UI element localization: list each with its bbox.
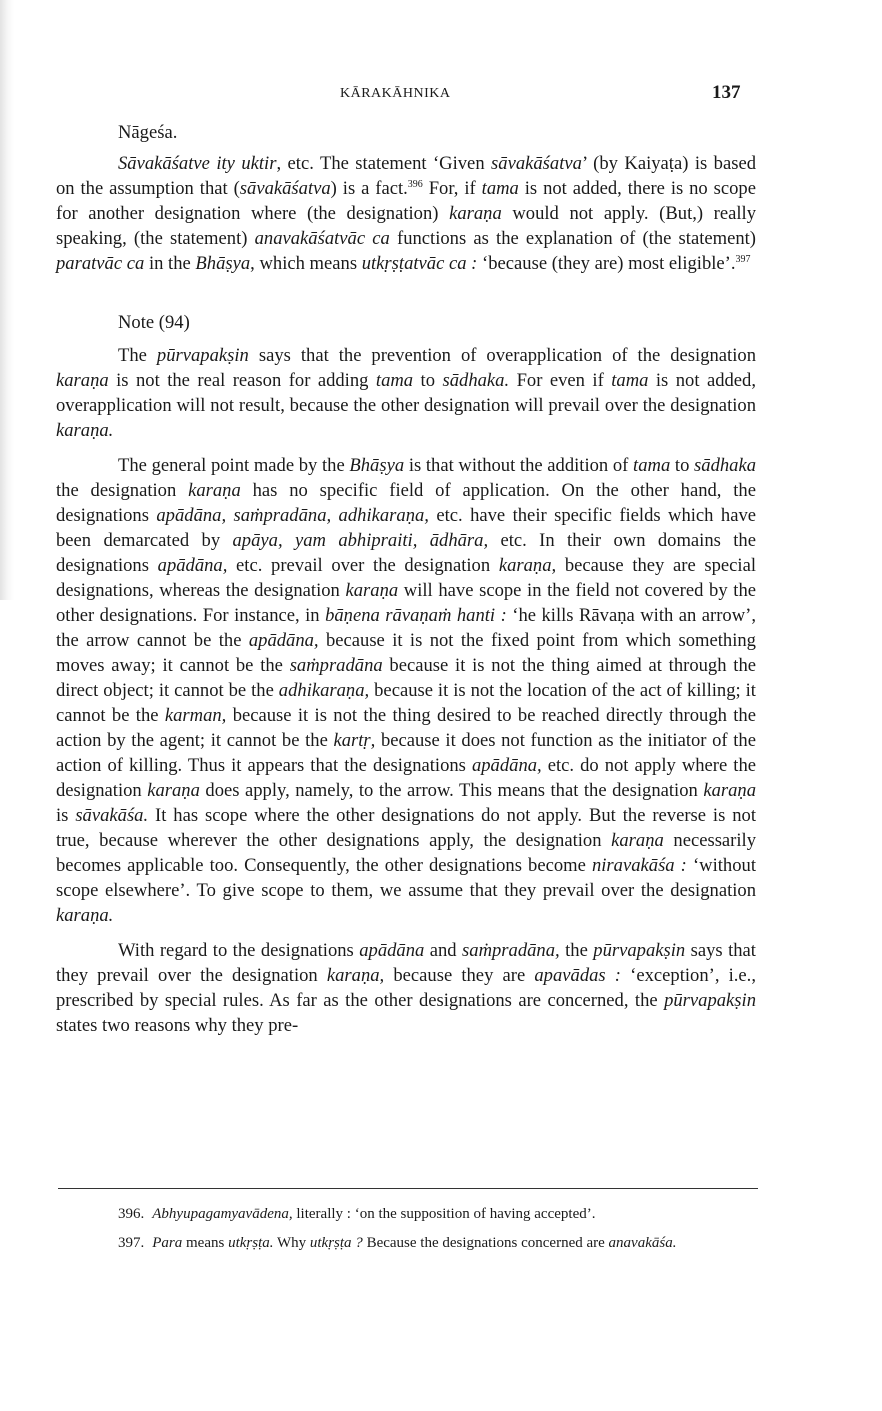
text-run: etc. have their specific fields which have been demarcated by [56,505,756,551]
text-run: ‘exception’, i.e., prescribed by special rules. As far as the other designations are concerned, the [56,965,756,1011]
footnote-number: 396. [118,1206,145,1222]
italic-term: utkṛṣṭatvāc ca : [361,253,478,274]
text-run: , etc. The statement ‘Given [276,153,492,174]
italic-term: saṁpradāna, [462,940,560,961]
italic-term: karaṇa [147,780,200,801]
italic-term: karaṇa, [498,555,557,576]
text-run: the [559,940,594,961]
italic-term: saṁpradāna [289,655,383,676]
text-run: is [56,805,76,826]
italic-term: karaṇa [449,203,502,224]
footnote [56,1232,756,1255]
text-run: ‘he kills Rāvaṇa with an arrow’, the arrow cannot be the [56,605,756,651]
italic-term: sādhaka [694,455,757,476]
text-run: necessarily becomes applicable too. Consequently, the other designations become [56,830,757,876]
italic-term: karman, [164,705,227,726]
italic-term: niravakāśa : [591,855,687,876]
text-run: because it is not the thing aimed at through the direct object; it cannot be the [56,655,756,701]
footnotes [56,1203,756,1261]
italic-term: apādāna [359,940,425,961]
italic-term: Bhāṣya [195,253,251,274]
italic-term: paratvāc ca [56,253,145,274]
text-run: ‘without scope elsewhere’. To give scope to them, we assume that they prevail over the designation [56,855,756,901]
text-run: The [118,345,157,366]
italic-term: pūrvapakṣin [156,345,249,366]
italic-term: bāṇena rāvaṇaṁ hanti : [325,605,507,626]
text-run: is not added, there is no scope for another designation where (the designation) [56,178,756,224]
italic-term: apādāna, saṁpradāna, adhikaraṇa, [156,505,429,526]
text-run: etc. do not apply where the designation [56,755,757,801]
text-run: the designation [56,480,189,501]
italic-term: karaṇa. [56,905,114,926]
text-run: to [413,370,443,391]
paragraph [56,343,756,443]
text-run: It has scope where the other designations do not apply. But the reverse is not true, because wherever the other designations apply, the designation [56,805,756,851]
text-run: and [424,940,463,961]
text-run: For even if [509,370,612,391]
text-run: Because the designations concerned are [362,1235,609,1251]
text-run: is not the real reason for adding [108,370,376,391]
section-heading-nagesa: Nāgeśa. [118,122,178,143]
text-run: would not apply. (But,) really speaking, (the statement) [56,203,757,249]
italic-term: utkṛṣṭa. [228,1235,274,1251]
italic-term: apādāna, [471,755,542,776]
text-run: is not added, overapplication will not result, because the other designation will prevail over the designation [56,370,756,416]
italic-term: sāvakāśatva [491,153,582,174]
text-run: etc. prevail over the designation [227,555,499,576]
text-run: Why [273,1235,310,1251]
italic-term: karaṇa [611,830,664,851]
footnote-ref: 397 [735,254,751,265]
text-run: ’ (by Kaiyaṭa) is based on the assumption that ( [56,153,756,199]
italic-term: kartṛ, [333,730,376,751]
text-run: in the [144,253,196,274]
text-run: , which means [250,253,362,274]
italic-term: sāvakāśatva [239,178,331,199]
page-body [56,120,756,1038]
footnote-ref: 396 [407,179,423,190]
italic-term: karaṇa. [56,420,114,441]
running-head: KĀRAKĀHNIKA [340,86,451,101]
italic-term: pūrvapakṣin [593,940,686,961]
footnote-number: 397. [118,1235,145,1251]
text-run: says that they prevail over the designation [56,940,756,986]
text-run: because they are special designations, whereas the designation [56,555,757,601]
paragraph [56,453,756,928]
text-run: because it does not function as the initiator of the action of killing. Thus it appears that the designations [56,730,756,776]
italic-term: sāvakāśa. [75,805,149,826]
paragraph [56,938,756,1038]
italic-term: tama [611,370,649,391]
italic-term: tama [481,178,519,199]
text-run: literally : ‘on the supposition of having accepted’. [292,1206,596,1222]
text-run: because it is not the fixed point from which something moves away; it cannot be the [56,630,756,676]
text-run: etc. In their own domains the designations [56,530,756,576]
italic-term: utkṛṣṭa ? [309,1235,363,1251]
italic-term: Abhyupagamyavādena, [152,1206,293,1222]
text-run: has no specific field of application. On the other hand, the designations [56,480,756,526]
text-run: means [182,1235,229,1251]
text-run: states two reasons why they pre- [56,1015,299,1036]
text-run: because it is not the location of the act of killing; it cannot be the [56,680,756,726]
italic-term: tama [375,370,414,391]
italic-term: Bhāṣya [349,455,405,476]
italic-term: apādāna, [248,630,319,651]
italic-term: apādāna, [157,555,228,576]
italic-term: anavakāśatvāc ca [254,228,390,249]
footnote [56,1203,756,1226]
text-run: With regard to the designations [118,940,360,961]
text-run: ‘because (they are) most eligible’. [477,253,736,274]
italic-term: karaṇa [56,370,109,391]
italic-term: Para [152,1235,183,1251]
italic-term: tama [633,455,671,476]
text-run: will have scope in the field not covered by the other designations. For instance, in [56,580,756,626]
text-run: functions as the explanation of (the statement) [389,228,756,249]
footnote-rule [58,1188,758,1189]
italic-term: karaṇa [345,580,399,601]
text-run: to [670,455,695,476]
italic-term: karaṇa, [326,965,385,986]
italic-term: apāya, yam abhipraiti, ādhāra, [232,530,489,551]
paragraph [56,151,756,276]
text-run: is that without the addition of [404,455,634,476]
italic-term: anavakāśa. [608,1235,677,1251]
footnote-text [152,1235,676,1251]
page-number: 137 [712,82,741,103]
italic-term: apavādas : [534,965,621,986]
text-run: ) is a fact. [330,178,408,199]
italic-term: karaṇa [703,780,756,801]
section-heading-note: Note (94) [118,312,190,333]
footnote-text [152,1206,595,1222]
text-run: because they are [384,965,535,986]
text-run: For, if [422,178,482,199]
page-header [0,82,882,106]
italic-term: adhikaraṇa, [278,680,370,701]
text-run: The general point made by the [118,455,350,476]
text-run: does apply, namely, to the arrow. This means that the designation [199,780,704,801]
text-run: says that the prevention of overapplication of the designation [248,345,756,366]
italic-term: sādhaka. [442,370,510,391]
italic-term: Sāvakāśatve ity uktir [118,153,277,174]
italic-term: pūrvapakṣin [664,990,756,1011]
text-run: because it is not the thing desired to be reached directly through the action by the agent; it cannot be the [56,705,756,751]
italic-term: karaṇa [188,480,241,501]
